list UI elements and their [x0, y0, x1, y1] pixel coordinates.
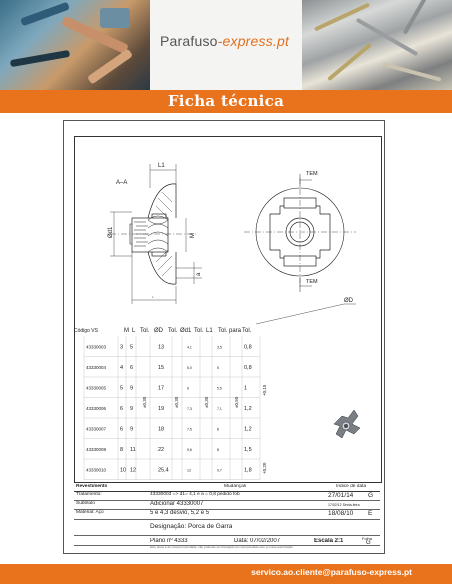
table-cell-m: 8 — [120, 446, 124, 453]
table-cell-m: 10 — [120, 467, 127, 474]
mudancas-label: Mudanças — [224, 484, 247, 489]
material-label: Material: Aço — [76, 510, 104, 515]
table-header-cell: M — [124, 328, 129, 334]
escala: Escala 2:1 — [314, 538, 344, 544]
table-header-cell: Tol. — [140, 328, 150, 334]
technical-drawing — [74, 136, 380, 481]
tratamento-index: G — [368, 492, 374, 499]
table-cell-code: 43330004 — [86, 364, 107, 370]
footer-email[interactable]: servico.ao.cliente@parafuso-express.pt — [251, 567, 412, 577]
table-cell-l1: 5,5 — [217, 386, 222, 391]
material-date: 18/08/10 — [328, 510, 354, 517]
table-cell-d: 25,4 — [158, 467, 169, 474]
table-cell-code: 43330006 — [86, 405, 107, 411]
table-cell-l: 9 — [130, 426, 134, 433]
table-header-cell: Tol. — [242, 328, 252, 334]
table-cell-l1: 3,5 — [217, 345, 222, 350]
table-cell-d1: 4,1 — [187, 345, 192, 350]
titleblock-disclaimer-row — [74, 545, 380, 550]
table-cell-code: 43330005 — [86, 385, 107, 391]
dim-l1-label: L1 — [158, 163, 165, 169]
table-cell-a: 0,8 — [244, 364, 252, 371]
table-cell-d: 18 — [158, 426, 165, 433]
titleblock-row-designacao — [74, 523, 380, 532]
table-cell-m: 5 — [120, 385, 124, 392]
rev2-value: Adicionar 43330007 — [150, 501, 204, 507]
table-cell-d1: 7,3 — [187, 406, 192, 411]
dim-m-label: M — [190, 233, 196, 238]
table-header-cell: Tol. — [168, 328, 178, 334]
screws-photo — [302, 0, 452, 90]
tratamento-label: Tratamento: — [76, 492, 102, 497]
dim-d-label: ØD — [344, 298, 353, 304]
table-cell-code: 43330003 — [86, 344, 107, 350]
table-cell-d1: 7,5 — [187, 427, 192, 432]
table-cell-l1: 8 — [217, 447, 219, 452]
designacao: Designação: Porca de Garra — [150, 523, 233, 530]
material-value: 5 e 4,3 desvio, 5,2 e 5 — [150, 510, 210, 516]
header-banner — [0, 0, 452, 90]
indice-data-label: Índice de data — [336, 484, 367, 489]
page-title: Ficha técnica — [167, 92, 285, 110]
table-cell-a: 1,5 — [244, 446, 252, 453]
table-cell-m: 6 — [120, 426, 124, 433]
table-cell-a: 1,2 — [244, 426, 252, 433]
table-cell-code: 43330008 — [86, 446, 107, 452]
tol-extra2: +0,20 — [262, 462, 267, 474]
dim-a-label: a — [196, 272, 202, 276]
plano-date: Data: 07/02/2007 — [234, 538, 281, 544]
tem-bottom-label: TEM — [306, 279, 318, 285]
table-cell-d: 19 — [158, 405, 165, 412]
table-header-cell: Tol. para — [218, 328, 242, 334]
titleblock-row-material — [74, 510, 380, 520]
folha-label: Folha — [362, 536, 373, 541]
table-cell-l: 11 — [130, 446, 136, 453]
table-cell-d: 15 — [158, 364, 165, 371]
plano-number: Plano nº 4333 — [150, 538, 188, 544]
table-cell-d1: 6 — [187, 386, 189, 391]
table-cell-l: 12 — [130, 467, 137, 474]
table-cell-l: 6 — [130, 364, 134, 371]
table-cell-l1: 5 — [217, 365, 219, 370]
tol-d1: ±0,30 — [204, 396, 209, 408]
table-cell-code: 43330007 — [86, 426, 107, 432]
section-label: A–A — [116, 180, 128, 186]
table-cell-l1: 8 — [217, 427, 219, 432]
dim-l-label: L — [152, 295, 154, 299]
dim-d1-label: Ød1 — [108, 226, 114, 238]
tol-d: ±0,30 — [174, 396, 179, 408]
table-header-cell: Código VS — [74, 328, 98, 334]
front-view — [244, 174, 356, 324]
tools-photo — [0, 0, 150, 90]
table-cell-l: 9 — [130, 385, 134, 392]
table-cell-l1: 9,7 — [217, 468, 222, 473]
tratamento-value: 43330003 => d1= 4,1 e a = 0,8 pedido fob — [150, 492, 240, 497]
table-cell-code: 43330010 — [86, 467, 107, 473]
table-cell-l: 5 — [130, 344, 134, 351]
tratamento-date: 27/01/14 — [328, 492, 354, 499]
table-header-cell: ØD — [154, 328, 163, 334]
table-header-cell: Ød1 — [180, 328, 192, 334]
tol-extra: +0,15 — [262, 384, 267, 396]
title-block — [74, 484, 380, 551]
dimension-table-header — [74, 328, 252, 334]
table-cell-m: 4 — [120, 364, 124, 371]
table-header-cell: Tol. — [194, 328, 204, 334]
table-header-cell: L — [132, 328, 136, 334]
tol-l1: ±0,50 — [234, 396, 239, 408]
table-cell-d: 17 — [158, 385, 165, 392]
titleblock-header-row — [74, 484, 380, 492]
material-index: E — [368, 510, 373, 517]
table-cell-a: 1,2 — [244, 405, 252, 412]
tol-l: ±0,30 — [142, 396, 147, 408]
tem-top-label: TEM — [306, 171, 318, 177]
table-cell-l: 9 — [130, 405, 134, 412]
rev2-date: 17/02/12 Sexta-feira — [328, 503, 360, 507]
brand-logo: Parafuso-express.pt — [160, 33, 290, 49]
table-cell-d1: 12 — [187, 468, 191, 473]
table-cell-d1: 9,6 — [187, 447, 192, 452]
titleblock-row-tratamento — [74, 492, 380, 501]
disclaimer: Este plano é de nossa propriedade, não podendo ser divulgado ao impropriedade sem a nossa autorização. — [150, 545, 294, 549]
titleblock-row-rev2 — [74, 501, 380, 510]
table-cell-a: 0,8 — [244, 344, 252, 351]
table-cell-a: 1 — [244, 385, 248, 392]
table-cell-m: 6 — [120, 405, 124, 412]
table-cell-a: 1,8 — [244, 467, 252, 474]
rev2-label: Subtítulo — [76, 501, 95, 506]
table-cell-l1: 7,1 — [217, 406, 222, 411]
folha-value: G — [366, 540, 371, 546]
table-cell-m: 3 — [120, 344, 124, 351]
table-header-cell: L1 — [206, 328, 213, 334]
table-cell-d: 13 — [158, 344, 165, 351]
revestimento-label: Revestimento — [76, 484, 108, 489]
table-cell-d: 22 — [158, 446, 165, 453]
nut-3d-illustration — [334, 410, 360, 438]
table-cell-d1: 5,0 — [187, 365, 192, 370]
